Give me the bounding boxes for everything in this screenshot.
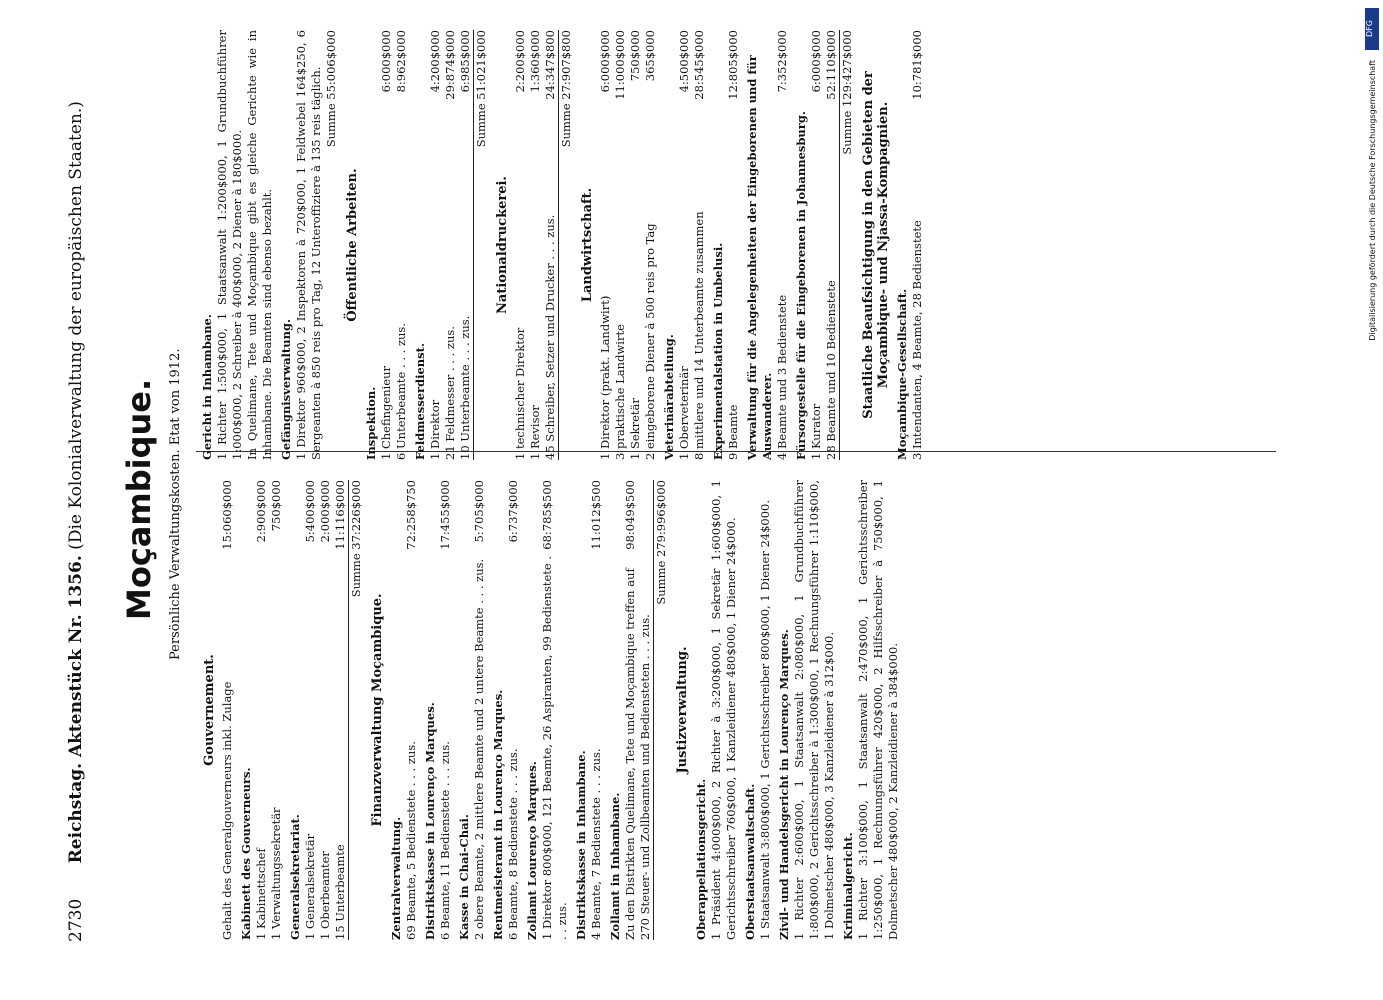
subsection-heading: Zollamt Lourenço Marques. (525, 761, 539, 940)
item-label: Gehalt des Generalgouverneurs inkl. Zulage (220, 681, 234, 940)
paragraph: 1 Richter 3:100$000, 1 Staatsanwalt 2:470$000, 1 Gerichtsschreiber 1:250$000, 1 Rechnungsführer 420$000, 2 Hilfsschreiber à 750$000, 1 Dolmetscher 480$000, 2 Kanzleidiener à 384$000. (856, 480, 900, 940)
section-heading: Öffentliche Arbeiten. (345, 168, 360, 322)
item-label: 3 Intendanten, 4 Beamte, 28 Bedienstete (910, 220, 924, 460)
item-amount: 29:874$000 (443, 30, 457, 100)
line-item (220, 480, 235, 940)
subsection-heading: Verwaltung für die Angelegenheiten der Eingeborenen und für Auswanderer. (745, 55, 774, 460)
item-amount: 24:347$800 (543, 30, 557, 100)
item-label: 6 Unterbeamte . . . zus. (394, 323, 408, 460)
line-item (458, 30, 473, 460)
item-label: 28 Beamte und 10 Bedienstete (824, 280, 838, 460)
line-item (613, 30, 628, 460)
item-label: 6 Beamte, 8 Bedienstete . . . zus. (506, 748, 520, 940)
item-amount: 98:049$500 (623, 480, 637, 550)
line-item (589, 480, 604, 940)
item-amount: 750$000 (269, 480, 283, 532)
section-heading: Staatliche Beaufsichtigung in den Gebieten der Moçambique- und Njassa-Kompagnien. (861, 71, 891, 419)
item-label: 1 technischer Direktor (513, 327, 527, 460)
line-item (513, 30, 528, 460)
header-left: Reichstag. Aktenstück Nr. 1356. (66, 555, 86, 864)
item-label: 1 Generalsekretär (303, 833, 317, 940)
subsection-heading: Kabinett des Gouverneurs. (239, 767, 253, 940)
item-label: 4 Beamte, 7 Bedienstete . . . zus. (589, 748, 603, 940)
sum-line: Summe 37:226$000 (348, 480, 364, 940)
item-amount: 11:116$000 (333, 480, 347, 550)
item-label: 8 mittlere und 14 Unterbeamte zusammen (692, 211, 706, 460)
item-amount: 10:781$000 (910, 30, 924, 100)
subsection-heading: Gefängnisverwaltung. (279, 319, 293, 460)
item-amount: 11:012$500 (589, 480, 603, 550)
item-amount: 6:737$000 (506, 480, 520, 543)
item-label: 1 Direktor 800$000, 121 Beamte, 26 Aspiranten, 99 Bedienstete . . . zus. (540, 555, 569, 940)
subsection-heading: Distriktskasse in Lourenço Marques. (423, 702, 437, 940)
item-amount: 2:000$000 (318, 480, 332, 543)
sum-line: Summe 55:006$000 (324, 30, 338, 148)
line-item (628, 30, 643, 460)
item-amount: 1:360$000 (528, 30, 542, 93)
line-item (643, 30, 658, 460)
subsection-heading: Fürsorgestelle für die Eingeborenen in Johannesburg. (794, 111, 808, 460)
line-item (318, 480, 333, 940)
digitization-note: Digitalisierung gefördert durch die Deutsche Forschungsgemeinschaft (1368, 60, 1377, 341)
item-label: 1 Verwaltungssekretär (269, 807, 283, 940)
item-label: 1 Direktor (prakt. Landwirt) (598, 295, 612, 460)
page-title: Moçambique. (120, 378, 158, 620)
paragraph: 1 Richter 2:600$000, 1 Staatsanwalt 2:080$000, 1 Grundbuchführer 1:800$000, 2 Gerichtsschreiber à 1:300$000, 1 Rechnungsführer 1:110$000, 1 Dolmetscher 480$000, 3 Kanzleidiener à 312$000. (792, 480, 836, 940)
item-amount: 15:060$000 (220, 480, 234, 550)
item-amount: 72:258$750 (404, 480, 418, 550)
item-label: 1 Kabinettschef (254, 848, 268, 940)
line-item (598, 30, 613, 460)
subsection-heading: Oberappellationsgericht. (694, 778, 708, 940)
line-item (506, 480, 521, 940)
subsection-heading: Feldmesserdienst. (413, 343, 427, 460)
line-item (254, 480, 269, 940)
subsection-heading: Experimentalstation in Umbelusi. (711, 242, 725, 460)
item-amount: 52:110$000 (824, 30, 838, 100)
paragraph: 1 Richter 1:500$000, 1 Staatsanwalt 1:200$000, 1 Grundbuchführer 1:000$000, 2 Schreiber à 400$000, 2 Diener à 180$000. (215, 30, 244, 460)
sum-line: Summe 129:427$000 (839, 30, 855, 460)
item-label: 3 praktische Landwirte (613, 324, 627, 460)
subsection-heading: Zentralverwaltung. (389, 816, 403, 940)
item-amount: 28:545$000 (692, 30, 706, 100)
line-item (528, 30, 543, 460)
paragraph: 1 Staatsanwalt 3:800$000, 1 Gerichtsschreiber 800$000, 1 Diener 24$000. (758, 499, 772, 940)
sum-line: Summe 27:907$800 (558, 30, 574, 460)
item-label: 1 Direktor (428, 399, 442, 460)
item-label: 1 Oberveterinär (677, 366, 691, 460)
item-amount: 5:400$000 (303, 480, 317, 543)
line-item (394, 30, 409, 460)
right-column (196, 30, 925, 460)
page-subtitle: Persönliche Verwaltungskosten. Etat von 1912. (168, 348, 183, 660)
subsection-heading: Inspektion. (364, 386, 378, 460)
item-label: 1 Oberbeamter (318, 851, 332, 940)
sum-line: Summe 279:996$000 (653, 480, 669, 940)
line-item (692, 30, 707, 460)
item-amount: 11:000$000 (613, 30, 627, 100)
paragraph: In Quelimane, Tete und Moçambique gibt es gleiche Gerichte wie in Inhambane. Die Beamten sind ebenso bezahlt. (245, 30, 274, 460)
section-heading: Finanzverwaltung Moçambique. (370, 593, 385, 827)
item-amount: 6:000$000 (809, 30, 823, 93)
section-heading: Landwirtschaft. (580, 187, 595, 303)
item-label: 15 Unterbeamte (333, 844, 347, 940)
section-heading: Nationaldruckerei. (495, 176, 510, 314)
item-label: 45 Schreiber, Setzer und Drucker . . . zus. (543, 214, 557, 460)
section-heading: Gouvernement. (202, 654, 217, 766)
line-item (910, 30, 925, 460)
line-item (726, 30, 741, 460)
dfg-logo: DFG (1365, 8, 1379, 50)
item-label: 69 Beamte, 5 Bedienstete . . . zus. (404, 741, 418, 940)
item-amount: 2:200$000 (513, 30, 527, 93)
item-label: 6 Beamte, 11 Bedienstete . . . zus. (438, 741, 452, 940)
line-item (809, 30, 824, 460)
section-heading: Justizverwaltung. (675, 646, 690, 774)
item-label: 9 Beamte (726, 404, 740, 460)
line-item (824, 30, 839, 460)
item-amount: 6:000$000 (598, 30, 612, 93)
item-amount: 750$000 (628, 30, 642, 82)
subsection-heading: Kriminalgericht. (841, 832, 855, 940)
line-item (428, 30, 443, 460)
page-number: 2730 (66, 898, 86, 942)
line-item (472, 480, 487, 940)
item-label: 10 Unterbeamte . . . zus. (458, 315, 472, 460)
item-label: 4 Beamte und 3 Bedienstete (775, 294, 789, 460)
paragraph: 1 Direktor 960$000, 2 Inspektoren à 720$000, 1 Feldwebel 164$250, 6 Sergeanten à 850 reis pro Tag, 12 Unteroffiziere à 135 reis täglich. (294, 30, 323, 460)
header-right: (Die Kolonialverwaltung der europäischen Staaten.) (66, 101, 86, 550)
line-item (443, 30, 458, 460)
item-label: 2 obere Beamte, 2 mittlere Beamte und 2 untere Beamte . . . zus. (472, 558, 486, 940)
item-amount: 68:785$500 (540, 480, 554, 550)
sum-line: Summe 51:021$000 (473, 30, 489, 460)
subsection-heading: Moçambique-Gesellschaft. (895, 288, 909, 460)
item-amount: 5:705$000 (472, 480, 486, 543)
subsection-heading: Generalsekretariat. (288, 814, 302, 940)
line-item (333, 480, 348, 940)
subsection-heading: Gericht in Inhambane. (200, 314, 214, 460)
item-amount: 4:500$000 (677, 30, 691, 93)
item-amount: 8:962$000 (394, 30, 408, 93)
item-amount: 12:805$000 (726, 30, 740, 100)
item-amount: 365$000 (643, 30, 657, 82)
item-label: 2 eingeborene Diener à 500 reis pro Tag (643, 223, 657, 460)
item-label: 21 Feldmesser . . . zus. (443, 326, 457, 460)
subsection-heading: Distriktskasse in Inhambane. (574, 750, 588, 940)
line-item (438, 480, 453, 940)
item-amount: 2:900$000 (254, 480, 268, 543)
line-item (404, 480, 419, 940)
item-amount: 6:000$000 (379, 30, 393, 93)
subsection-heading: Zivil- und Handelsgericht in Lourenço Marques. (777, 629, 791, 940)
item-amount: 17:455$000 (438, 480, 452, 550)
left-column (196, 480, 901, 940)
item-amount: 6:985$000 (458, 30, 472, 93)
item-label: 1 Chefingenieur (379, 365, 393, 460)
subsection-heading: Zollamt in Inhambane. (608, 792, 622, 940)
item-amount: 4:200$000 (428, 30, 442, 93)
item-label: Zu den Distrikten Quelimane, Tete und Moçambique treffen auf 270 Steuer- und Zollbeamten und Bediensteten . . . zus. (623, 568, 652, 940)
subsection-heading: Oberstaatsanwaltschaft. (743, 783, 757, 940)
paragraph: 1 Präsident 4:000$000, 2 Richter à 3:200$000, 1 Sekretär 1:600$000, 1 Gerichtsschreiber 760$000, 1 Kanzleidiener 480$000, 1 Diener 24$000. (709, 480, 738, 940)
line-item (269, 480, 284, 940)
line-item (543, 30, 558, 460)
subsection-heading: Rentmeisteramt in Lourenço Marques. (491, 689, 505, 940)
line-item (303, 480, 318, 940)
line-item (540, 480, 570, 940)
line-item (379, 30, 394, 460)
page-header (66, 42, 86, 942)
line-item (623, 480, 653, 940)
subsection-heading: Kasse in Chai-Chai. (457, 814, 471, 940)
line-item (775, 30, 790, 460)
item-label: 1 Kurator (809, 403, 823, 460)
item-label: 1 Revisor (528, 405, 542, 460)
item-label: 1 Sekretär (628, 398, 642, 460)
subsection-heading: Veterinärabteilung. (662, 334, 676, 460)
line-item (677, 30, 692, 460)
item-amount: 7:352$000 (775, 30, 789, 93)
